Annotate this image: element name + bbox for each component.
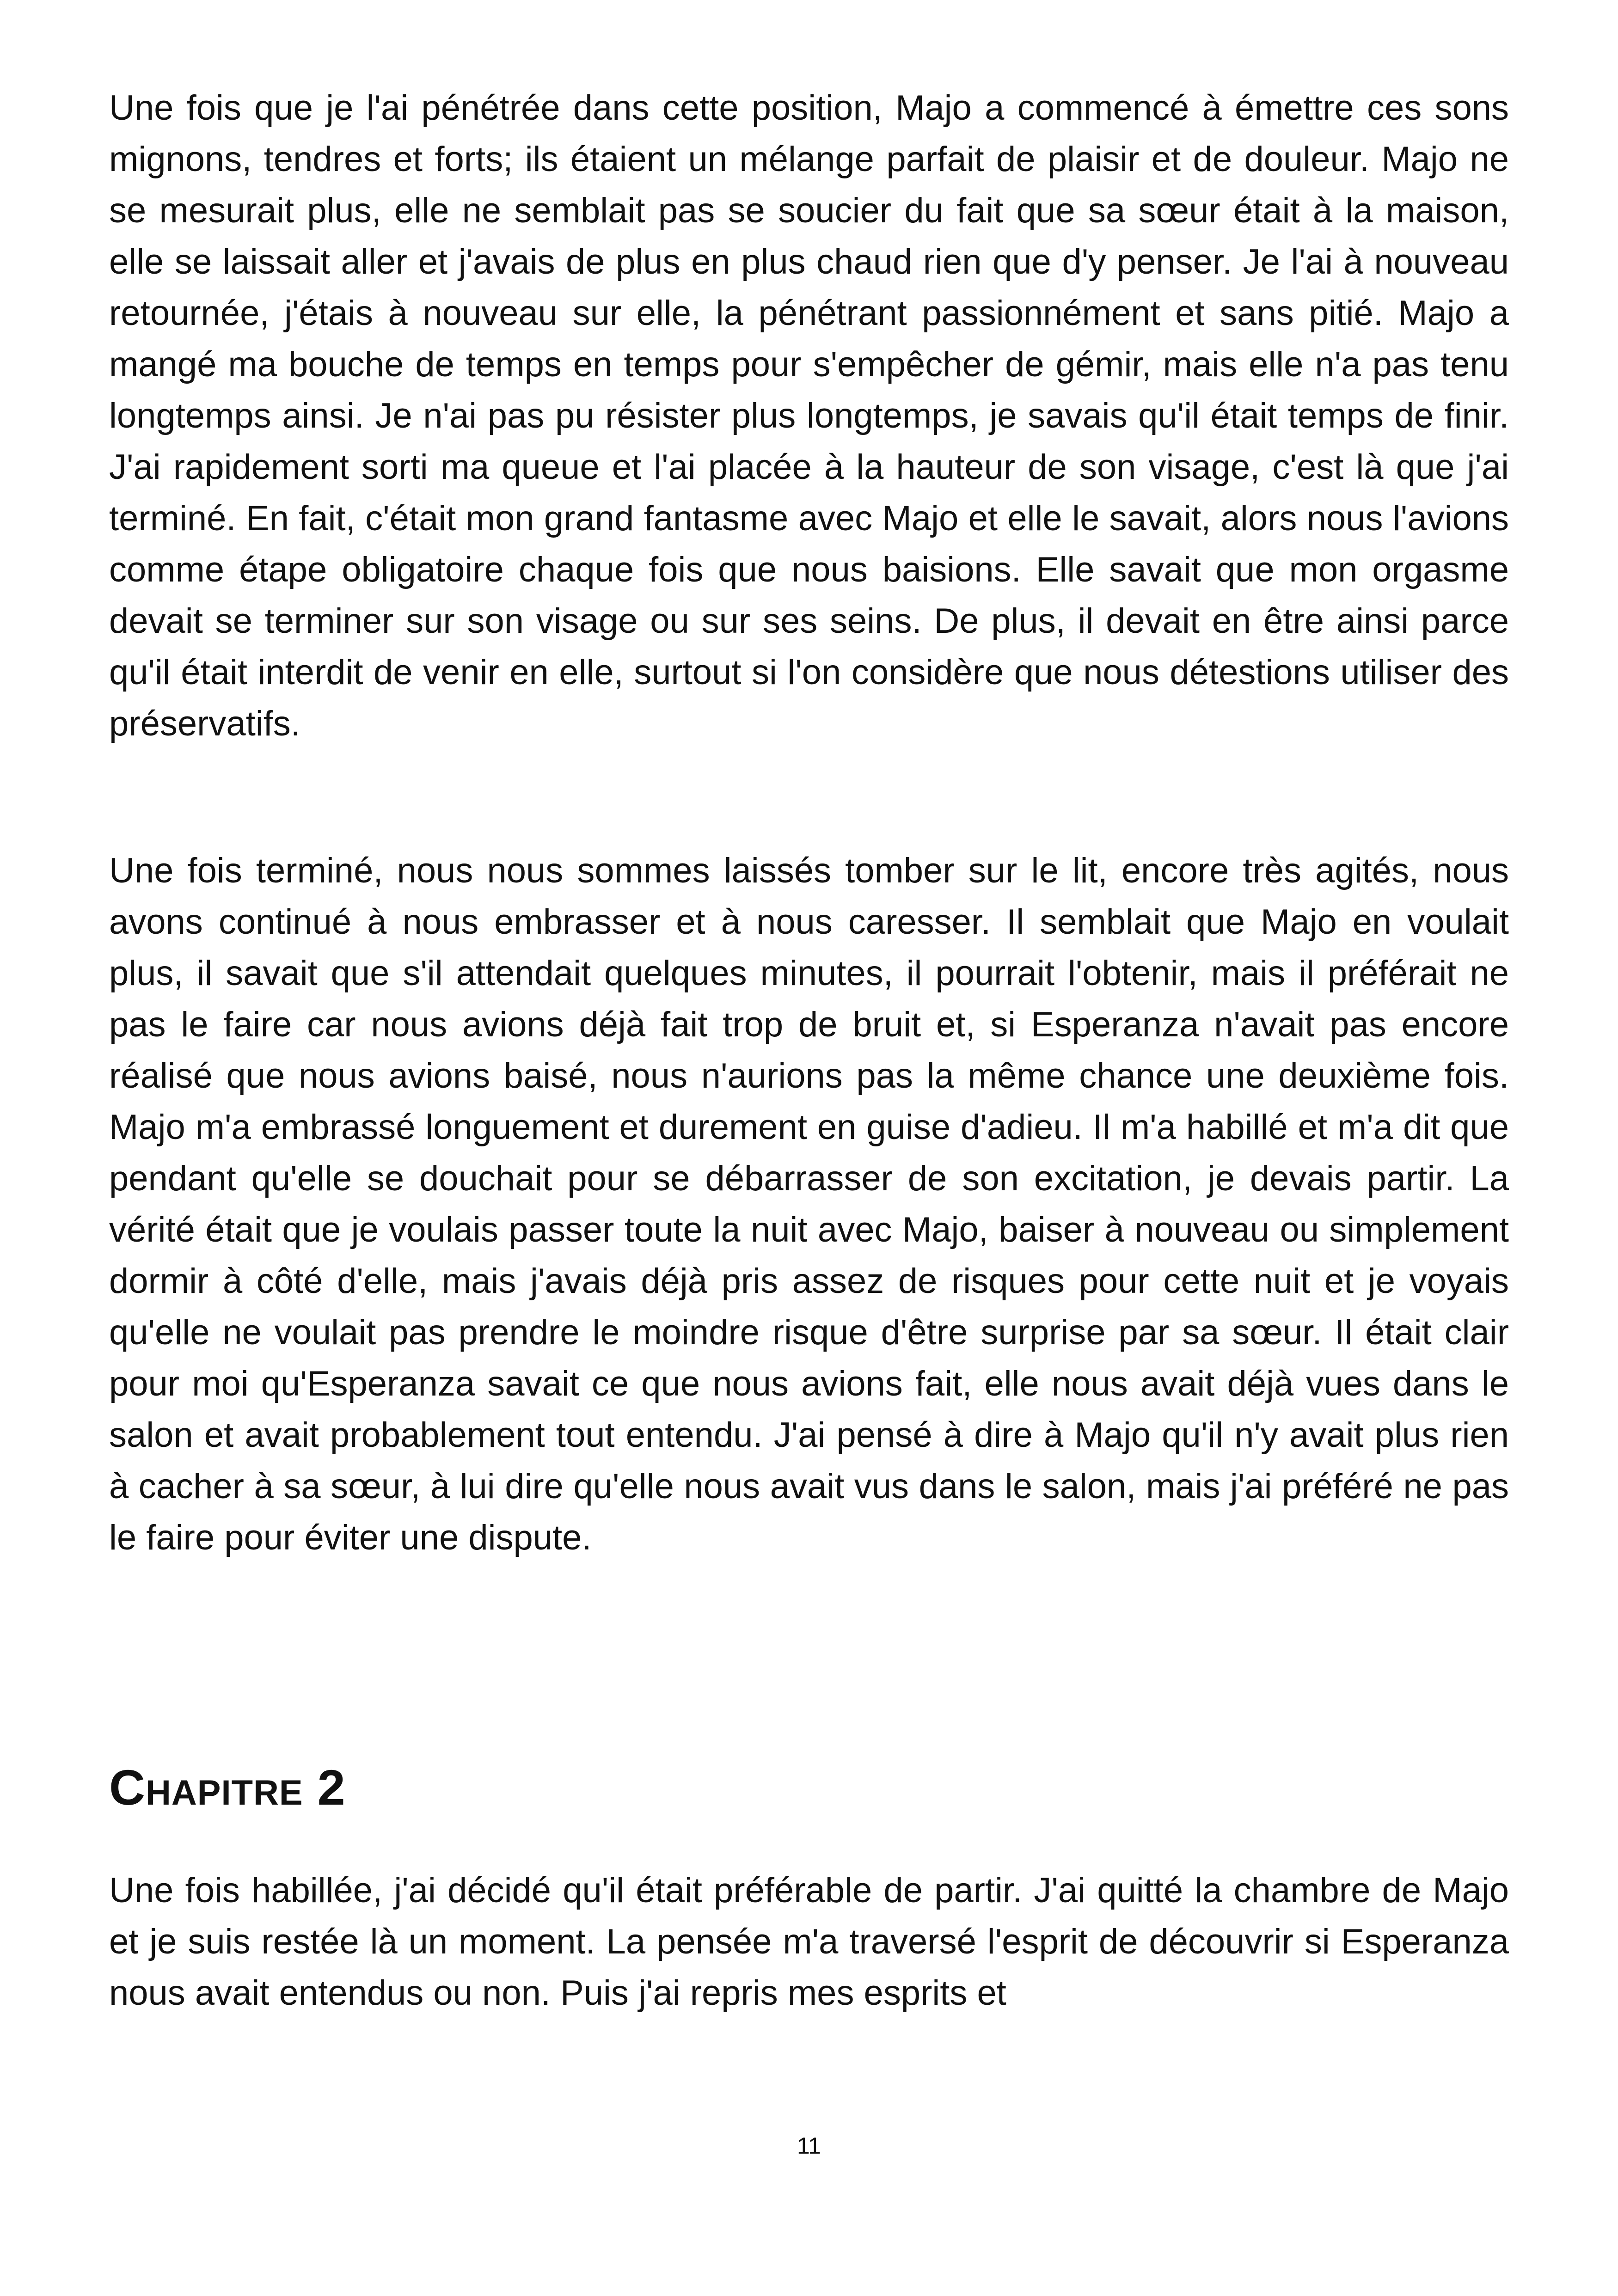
chapter-paragraph: Une fois habillée, j'ai décidé qu'il était préférable de partir. J'ai quitté la chambre de Majo et je suis restée là un moment. La pensée m'a traversé l'esprit de découvrir si Esperanza nous avait entendus ou non. Puis j'ai repris mes esprits et: [109, 1871, 1509, 2013]
body-paragraph-2: Une fois terminé, nous nous sommes laissés tomber sur le lit, encore très agités, nous avons continué à nous embrasser et à nous caresser. Il semblait que Majo en voulait plus, il savait que s'il attendait quelques minutes, il pourrait l'obtenir, mais il préférait ne pas le faire car nous avions déjà fait trop de bruit et, si Esperanza n'avait pas encore réalisé que nous avions baisé, nous n'aurions pas la même chance une deuxième fois. Majo m'a embrassé longuement et durement en guise d'adieu. Il m'a habillé et m'a dit que pendant qu'elle se douchait pour se débarrasser de son excitation, je devais partir. La vérité était que je voulais passer toute la nuit avec Majo, baiser à nouveau ou simplement dormir à côté d'elle, mais j'avais déjà pris assez de risques pour cette nuit et je voyais qu'elle ne voulait pas prendre le moindre risque d'être surprise par sa sœur. Il était clair pour moi qu'Esperanza savait ce que nous avions fait, elle nous avait déjà vues dans le salon et avait probablement tout entendu. J'ai pensé à dire à Majo qu'il n'y avait plus rien à cacher à sa sœur, à lui dire qu'elle nous avait vus dans le salon, mais j'ai préféré ne pas le faire pour éviter une dispute.: [109, 851, 1509, 1557]
chapter-heading: Chapitre 2: [109, 1759, 346, 1815]
page-number: 11: [797, 2133, 821, 2159]
body-paragraph-1: Une fois que je l'ai pénétrée dans cette position, Majo a commencé à émettre ces sons mignons, tendres et forts; ils étaient un mélange parfait de plaisir et de douleur. Majo ne se mesurait plus, elle ne semblait pas se soucier du fait que sa sœur était à la maison, elle se laissait aller et j'avais de plus en plus chaud rien que d'y penser. Je l'ai à nouveau retournée, j'étais à nouveau sur elle, la pénétrant passionnément et sans pitié. Majo a mangé ma bouche de temps en temps pour s'empêcher de gémir, mais elle n'a pas tenu longtemps ainsi. Je n'ai pas pu résister plus longtemps, je savais qu'il était temps de finir. J'ai rapidement sorti ma queue et l'ai placée à la hauteur de son visage, c'est là que j'ai terminé. En fait, c'était mon grand fantasme avec Majo et elle le savait, alors nous l'avions comme étape obligatoire chaque fois que nous baisions. Elle savait que mon orgasme devait se terminer sur son visage ou sur ses seins. De plus, il devait en être ainsi parce qu'il était interdit de venir en elle, surtout si l'on considère que nous détestions utiliser des préservatifs.: [109, 88, 1509, 743]
